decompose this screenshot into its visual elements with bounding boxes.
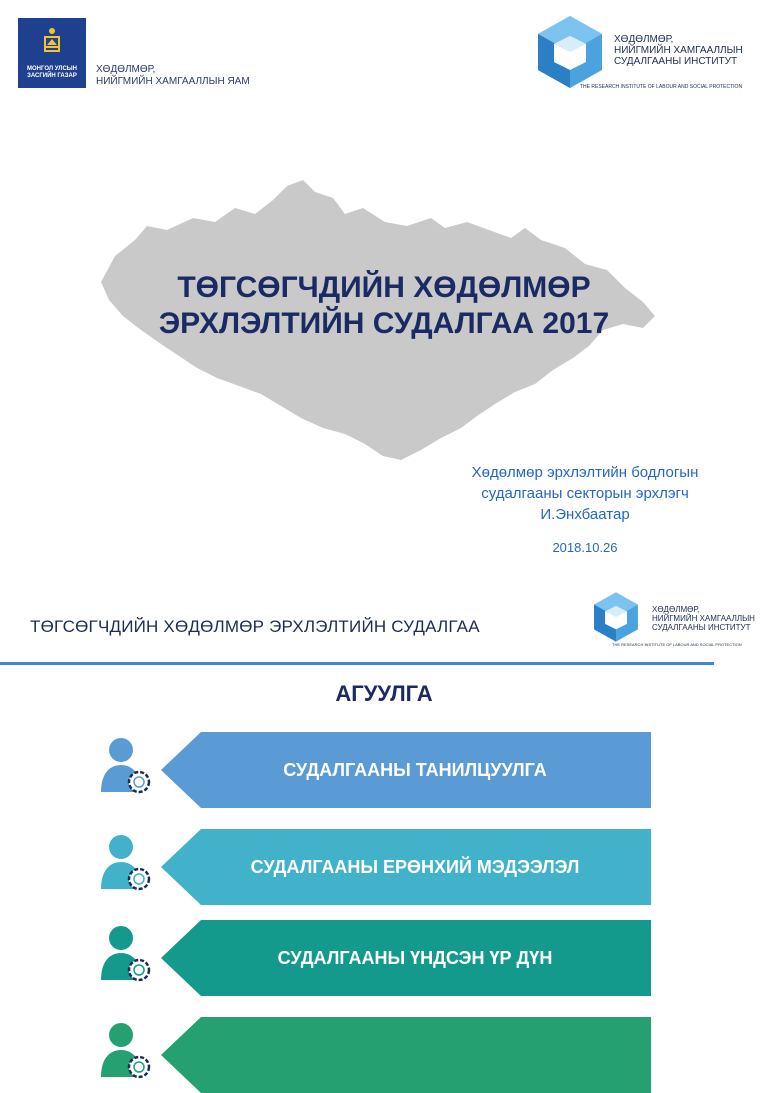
contents-item[interactable] (95, 829, 655, 905)
contents-item-label (195, 1017, 635, 1093)
contents-item-label: СУДАЛГААНЫ ҮНДСЭН ҮР ДҮН (277, 947, 553, 968)
title-line-2: ЭРХЛЭЛТИЙН СУДАЛГАА 2017 (158, 307, 610, 340)
contents-item[interactable] (95, 1017, 655, 1093)
institute-name: ХӨДӨЛМӨР, НИЙГМИЙН ХАМГААЛЛЫН СУДАЛГААНЫ ИНСТИТУТ (652, 605, 755, 632)
contents-item[interactable] (95, 920, 655, 996)
institute-name: ХӨДӨЛМӨР, НИЙГМИЙН ХАМГААЛЛЫН СУДАЛГААНЫ ИНСТИТУТ (614, 34, 743, 67)
presenter-position-line-1: Хөдөлмөр эрхлэлтийн бодлогын (471, 464, 699, 481)
presentation-date: 2018.10.26 (552, 540, 618, 555)
person-gear-icon (95, 829, 165, 899)
contents-item[interactable] (95, 732, 655, 808)
government-emblem-logo (18, 18, 86, 88)
header-divider (0, 662, 714, 665)
slide-header-title: ТӨГСӨГЧДИЙН ХӨДӨЛМӨР ЭРХЛЭЛТИЙН СУДАЛГАА (30, 617, 480, 636)
title-line-1: ТӨГСӨГЧДИЙН ХӨДӨЛМӨР (177, 271, 591, 304)
person-gear-icon (95, 920, 165, 990)
contents-item-label: СУДАЛГААНЫ ТАНИЛЦУУЛГА (283, 759, 547, 780)
institute-english-name: THE RESEARCH INSTITUTE OF LABOUR AND SOCIAL PROTECTION (612, 642, 742, 647)
presenter-block (430, 462, 740, 525)
gov-logo-caption: МОНГОЛ УЛСЫН ЗАСГИЙН ГАЗАР (27, 66, 77, 79)
soyombo-icon (42, 26, 62, 56)
presenter-position-line-2: судалгааны секторын эрхлэгч (481, 485, 689, 502)
contents-slide (0, 575, 768, 1024)
person-gear-icon (95, 1017, 165, 1087)
institute-logo-icon (532, 14, 608, 90)
presenter-name: И.Энхбаатар (540, 506, 630, 523)
person-gear-icon (95, 732, 165, 802)
institute-logo-icon (590, 591, 642, 643)
presentation-title (0, 270, 768, 342)
ministry-name: ХӨДӨЛМӨР, НИЙГМИЙН ХАМГААЛЛЫН ЯАМ (96, 64, 250, 87)
contents-item-label: СУДАЛГААНЫ ЕРӨНХИЙ МЭДЭЭЛЭЛ (250, 856, 580, 877)
contents-heading: АГУУЛГА (335, 681, 433, 706)
institute-english-name: THE RESEARCH INSTITUTE OF LABOUR AND SOCIAL PROTECTION (580, 84, 743, 90)
